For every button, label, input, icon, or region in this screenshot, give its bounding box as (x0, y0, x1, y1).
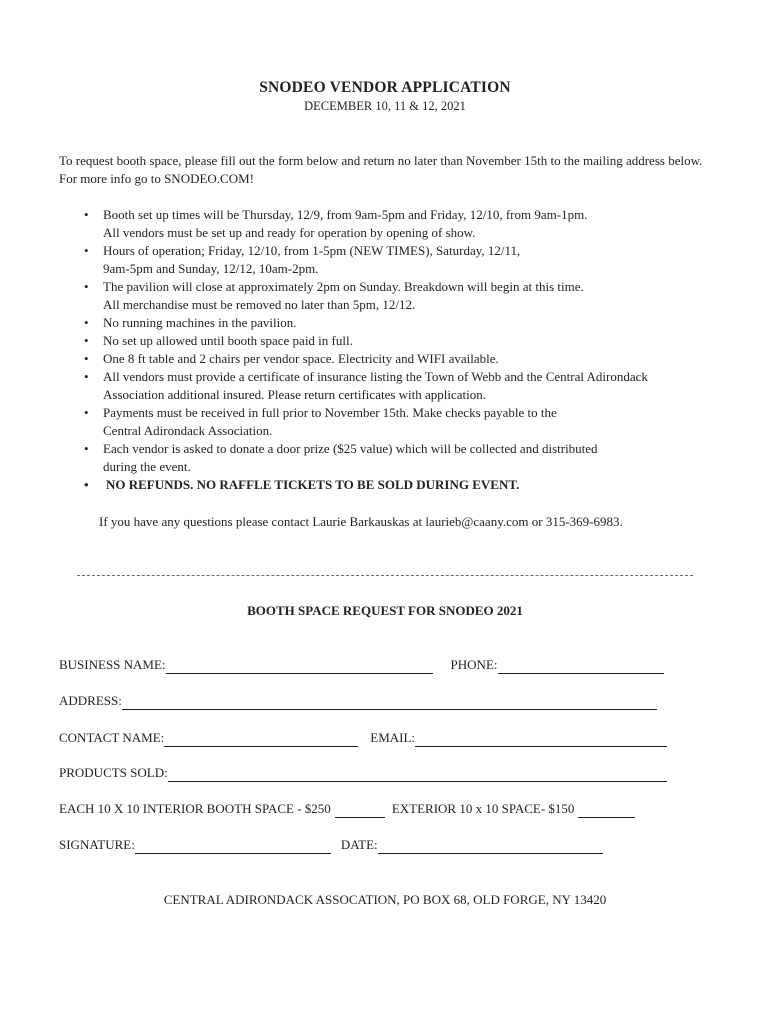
booth-space-row (59, 800, 635, 818)
products-sold-label: PRODUCTS SOLD: (59, 765, 168, 780)
rule-line: All vendors must provide a certificate of insurance listing the Town of Webb and the Central Adirondack (103, 369, 648, 384)
address-row (59, 692, 657, 710)
date-label: DATE: (340, 837, 378, 852)
products-row (59, 764, 667, 782)
rule-item (103, 350, 719, 368)
rule-item-no-refunds (103, 476, 719, 494)
business-name-label: BUSINESS NAME: (59, 657, 166, 672)
form-title: BOOTH SPACE REQUEST FOR SNODEO 2021 (247, 603, 523, 618)
rule-line: NO REFUNDS. NO RAFFLE TICKETS TO BE SOLD DURING EVENT. (106, 477, 520, 492)
exterior-booth-label: EXTERIOR 10 x 10 SPACE- $150 (391, 801, 575, 816)
rule-line: Association additional insured. Please return certificates with application. (103, 387, 487, 402)
rules-list (59, 206, 719, 494)
email-field[interactable] (415, 732, 667, 747)
rule-line: Payments must be received in full prior to November 15th. Make checks payable to the (103, 405, 557, 420)
rule-item (103, 314, 719, 332)
rule-line: Booth set up times will be Thursday, 12/9, from 9am-5pm and Friday, 12/10, from 9am-1pm. (103, 207, 588, 222)
rule-line: during the event. (103, 459, 191, 474)
date-field[interactable] (378, 839, 603, 854)
page-title: SNODEO VENDOR APPLICATION (259, 79, 511, 96)
rule-item (103, 440, 719, 476)
rule-item (103, 404, 719, 440)
cut-line-divider (77, 575, 693, 576)
exterior-booth-field[interactable] (578, 803, 635, 818)
address-label: ADDRESS: (59, 693, 122, 708)
rule-line: Hours of operation; Friday, 12/10, from 1-5pm (NEW TIMES), Saturday, 12/11, (103, 243, 521, 258)
signature-date-row (59, 836, 603, 854)
contact-info: If you have any questions please contact Laurie Barkauskas at laurieb@caany.com or 315-369-6983. (99, 514, 623, 529)
rule-item (103, 368, 719, 404)
rule-line: Each vendor is asked to donate a door prize ($25 value) which will be collected and distributed (103, 441, 598, 456)
rule-item (103, 332, 719, 350)
interior-booth-field[interactable] (335, 803, 385, 818)
rule-line: No set up allowed until booth space paid in full. (103, 333, 353, 348)
mailing-address: CENTRAL ADIRONDACK ASSOCATION, PO BOX 68, OLD FORGE, NY 13420 (163, 892, 607, 907)
rule-item (103, 278, 719, 314)
products-sold-field[interactable] (168, 767, 667, 782)
signature-field[interactable] (135, 839, 331, 854)
rule-line: All merchandise must be removed no later than 5pm, 12/12. (103, 297, 416, 312)
rule-line: One 8 ft table and 2 chairs per vendor space. Electricity and WIFI available. (103, 351, 499, 366)
rule-item (103, 242, 719, 278)
rule-item (103, 206, 719, 242)
event-dates: DECEMBER 10, 11 & 12, 2021 (304, 99, 466, 113)
contact-name-label: CONTACT NAME: (59, 730, 165, 745)
rule-line: No running machines in the pavilion. (103, 315, 297, 330)
rule-line: 9am-5pm and Sunday, 12/12, 10am-2pm. (103, 261, 319, 276)
interior-booth-label: EACH 10 X 10 INTERIOR BOOTH SPACE - $250 (59, 801, 331, 816)
contact-name-field[interactable] (164, 732, 358, 747)
signature-label: SIGNATURE: (59, 837, 135, 852)
phone-label: PHONE: (450, 657, 498, 672)
rule-line: Central Adirondack Association. (103, 423, 273, 438)
email-label: EMAIL: (370, 730, 416, 745)
rule-line: All vendors must be set up and ready for operation by opening of show. (103, 225, 476, 240)
rule-line: The pavilion will close at approximately 2pm on Sunday. Breakdown will begin at this time. (103, 279, 584, 294)
intro-paragraph: To request booth space, please fill out the form below and return no later than November 15th to the mailing address below. For more info go to SNODEO.COM! (59, 153, 703, 186)
contact-email-row (59, 729, 667, 747)
business-name-field[interactable] (166, 659, 433, 674)
business-phone-row (59, 656, 664, 674)
address-field[interactable] (122, 695, 657, 710)
phone-field[interactable] (498, 659, 664, 674)
